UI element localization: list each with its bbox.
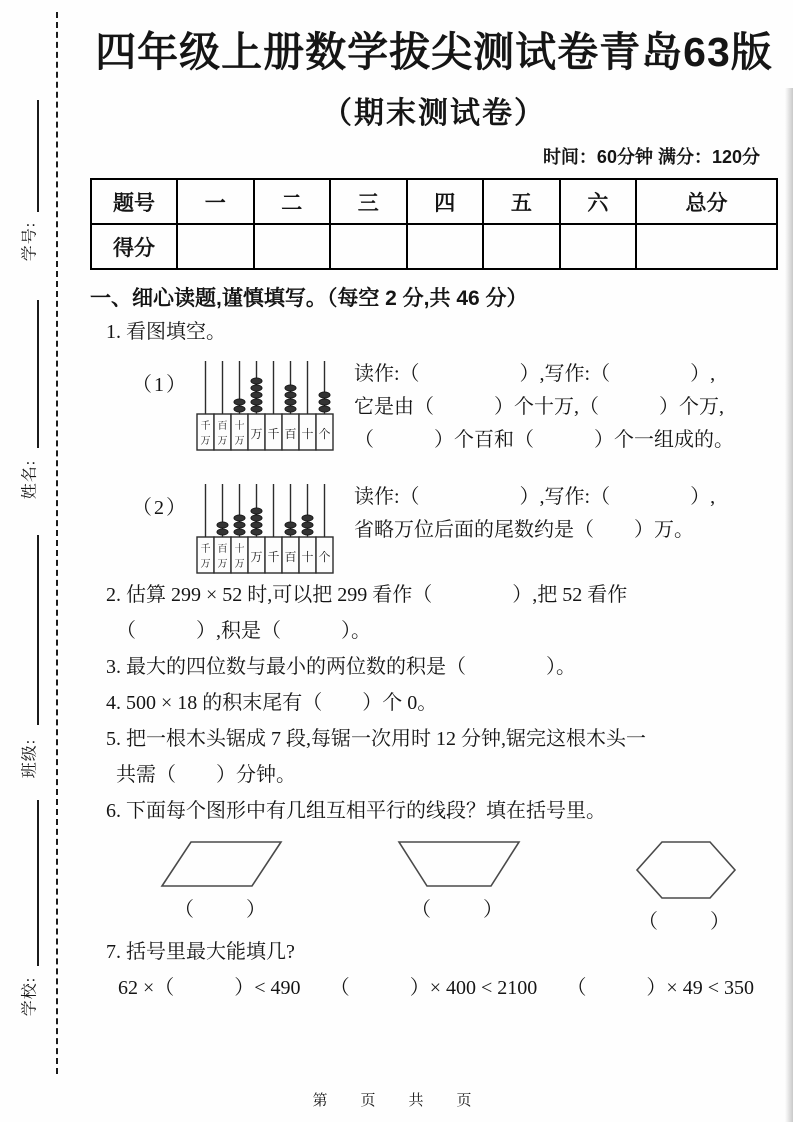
score-table-header-row	[91, 179, 777, 224]
abacus-bead	[302, 515, 313, 521]
question-4: 4. 500 × 18 的积末尾有（ ）个 0。	[106, 692, 438, 714]
place-value-label: 个	[318, 427, 331, 441]
score-table-empty-cell	[483, 224, 560, 269]
abacus-bead	[251, 406, 262, 412]
equation-2: （ ）× 400 < 2100	[329, 977, 538, 999]
part-2-number: （2）	[132, 497, 188, 519]
name-label: 姓名:	[21, 459, 39, 500]
question-6-stem: 6. 下面每个图形中有几组互相平行的线段？填在括号里。	[106, 800, 606, 822]
abacus-bead	[285, 385, 296, 391]
score-table-empty-cell	[254, 224, 331, 269]
place-value-label: 万	[200, 559, 211, 570]
part-1-number: （1）	[132, 374, 188, 396]
fill-blank-line: 省略万位后面的尾数约是（ ）万。	[354, 519, 694, 541]
part-2-text	[354, 481, 715, 547]
score-table	[90, 178, 778, 270]
abacus-bead	[234, 529, 245, 535]
score-table-empty-cell	[177, 224, 254, 269]
score-table-empty-cell	[407, 224, 484, 269]
school-label: 学校:	[21, 976, 39, 1017]
abacus-bead	[251, 529, 262, 535]
place-value-label: 十	[234, 421, 245, 432]
paper-subtitle: （期末测试卷）	[322, 97, 546, 130]
abacus-bead	[251, 515, 262, 521]
answer-blank: （ ）	[174, 899, 270, 921]
abacus-figure-1	[192, 356, 338, 454]
abacus-bead	[285, 399, 296, 405]
scan-edge-artifact	[785, 88, 793, 1122]
score-table-cell-1: 一	[177, 179, 254, 224]
fill-blank-line: 它是由（ ）个十万,（ ）个万,	[354, 396, 724, 418]
trapezoid-figure	[397, 839, 521, 889]
abacus-bead	[217, 522, 228, 528]
score-table-cell-5: 五	[483, 179, 560, 224]
shape-cell-parallelogram	[160, 839, 284, 934]
place-value-label: 万	[250, 427, 263, 441]
paper-content	[90, 0, 778, 1006]
abacus-bead	[251, 508, 262, 514]
abacus-bead	[302, 529, 313, 535]
abacus-bead	[234, 522, 245, 528]
question-2-line-2: （ ）,积是（ ）。	[116, 620, 371, 642]
abacus-bead	[234, 399, 245, 405]
name-writing-line	[37, 300, 39, 448]
answer-blank: （ ）	[411, 899, 507, 921]
abacus-bead	[319, 406, 330, 412]
equation-1: 62 ×（ ）< 490	[118, 977, 301, 999]
page-footer: 第 页 共 页	[312, 1093, 481, 1109]
abacus-bead	[302, 522, 313, 528]
school-writing-line	[37, 800, 39, 966]
place-value-label: 千	[267, 550, 280, 564]
time-and-score-info: 时间：60分钟 满分：120分	[542, 147, 760, 167]
question-1-part-2	[90, 479, 778, 577]
score-table-cell-4: 四	[407, 179, 484, 224]
score-table-empty-cell	[560, 224, 637, 269]
score-table-cell-tihao: 题号	[91, 179, 177, 224]
score-table-empty-cell	[636, 224, 777, 269]
place-value-label: 万	[217, 559, 228, 570]
place-value-label: 十	[301, 550, 314, 564]
abacus-bead	[285, 406, 296, 412]
parallelogram-figure	[160, 839, 284, 889]
place-value-label: 千	[200, 421, 211, 432]
section1-heading: 一、细心读题,谨慎填写。（每空 2 分,共 46 分）	[90, 287, 528, 310]
abacus-bead	[319, 392, 330, 398]
abacus-bead	[285, 392, 296, 398]
student-id-label: 学号:	[21, 221, 39, 262]
abacus-bead	[285, 522, 296, 528]
place-value-label: 千	[267, 427, 280, 441]
question-7-stem: 7. 括号里最大能填几?	[106, 941, 295, 963]
part-1-text	[354, 358, 734, 457]
fill-blank-line: （ ）个百和（ ）个一组成的。	[354, 429, 734, 451]
seal-dashed-line	[56, 12, 58, 1074]
paper-title: 四年级上册数学拔尖测试卷青岛63版	[95, 29, 773, 75]
abacus-bead	[234, 515, 245, 521]
score-table-cell-6: 六	[560, 179, 637, 224]
question-7-equations-row	[90, 970, 778, 1006]
place-value-label: 百	[284, 427, 297, 441]
place-value-label: 百	[284, 550, 297, 564]
score-table-cell-3: 三	[330, 179, 407, 224]
abacus-figure-2	[192, 479, 338, 577]
abacus-bead	[217, 529, 228, 535]
place-value-label: 个	[318, 550, 331, 564]
place-value-label: 百	[217, 544, 228, 555]
question-5-line-2: 共需（ ）分钟。	[116, 764, 296, 786]
fill-blank-line: 读作:（ ）,写作:（ ）,	[354, 486, 716, 508]
question-2-line-1: 2. 估算 299 × 52 时,可以把 299 看作（ ）,把 52 看作	[106, 584, 628, 606]
abacus-bead	[251, 522, 262, 528]
score-table-empty-cell	[330, 224, 407, 269]
equation-3: （ ）× 49 < 350	[566, 977, 754, 999]
place-value-label: 万	[234, 436, 245, 447]
abacus-bead	[285, 529, 296, 535]
student-id-writing-line	[37, 100, 39, 212]
shape-cell-trapezoid	[397, 839, 521, 934]
place-value-label: 万	[234, 559, 245, 570]
abacus-bead	[251, 378, 262, 384]
question-1-stem: 1. 看图填空。	[106, 321, 226, 343]
question-1-part-1	[90, 356, 778, 457]
place-value-label: 千	[200, 544, 211, 555]
abacus-bead	[234, 406, 245, 412]
question-5-line-1: 5. 把一根木头锯成 7 段,每锯一次用时 12 分钟,锯完这根木头一	[106, 728, 646, 750]
place-value-label: 十	[234, 544, 245, 555]
abacus-bead	[251, 392, 262, 398]
shape-cell-hexagon	[634, 839, 738, 934]
abacus-bead	[251, 399, 262, 405]
place-value-label: 十	[301, 427, 314, 441]
abacus-bead	[251, 385, 262, 391]
score-table-cell-total: 总分	[636, 179, 777, 224]
question-3: 3. 最大的四位数与最小的两位数的积是（ ）。	[106, 656, 576, 678]
score-table-score-row	[91, 224, 777, 269]
score-table-cell-2: 二	[254, 179, 331, 224]
fill-blank-line: 读作:（ ）,写作:（ ）,	[354, 363, 716, 385]
answer-blank: （ ）	[638, 911, 734, 933]
score-table-cell-defen: 得分	[91, 224, 177, 269]
place-value-label: 万	[200, 436, 211, 447]
hexagon-figure	[634, 839, 738, 901]
question-6-shapes-row	[90, 829, 778, 934]
class-writing-line	[37, 535, 39, 725]
place-value-label: 万	[217, 436, 228, 447]
class-label: 班级:	[21, 738, 39, 779]
abacus-bead	[319, 399, 330, 405]
place-value-label: 万	[250, 550, 263, 564]
place-value-label: 百	[217, 421, 228, 432]
